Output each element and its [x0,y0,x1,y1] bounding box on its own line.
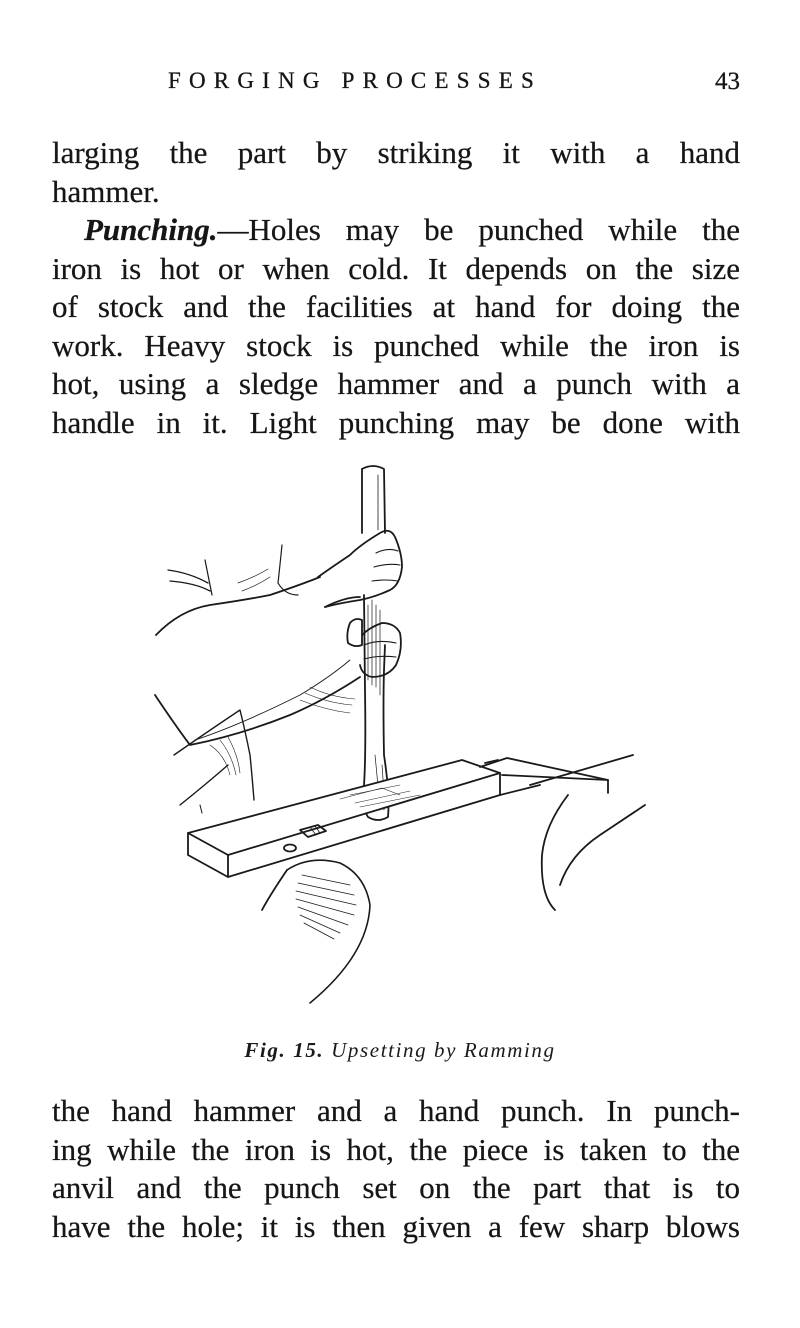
text-line: of stock and the facilities at hand for doing the [52,289,740,324]
page-number: 43 [715,68,740,95]
text-line: iron is hot or when cold. It depends on the size [52,250,740,286]
text-line: hammer. [52,173,160,209]
text-line: hot, using a sledge hammer and a punch with a [52,366,740,401]
text-line: have the hole; it is then given a few sharp blows [52,1208,740,1244]
running-title: FORGING PROCESSES [168,68,542,93]
paragraph-first-line [52,211,740,250]
text-line: anvil and the punch set on the part that is to [52,1170,740,1205]
text-line: handle in it. Light punching may be done with [52,404,740,440]
body-text-top [52,134,740,442]
run-in-heading: Punching. [84,212,218,247]
arms-and-shirt [155,545,360,813]
figure-label: Fig. 15. [244,1038,325,1062]
lower-hand [347,619,401,677]
rammer-anvil-drawing [150,455,650,1030]
text-line: ing while the iron is hot, the piece is taken to the [52,1131,740,1167]
figure-illustration [150,455,650,1030]
upper-hand [318,531,402,607]
rammer-handle [362,466,389,820]
text-line: larging the part by striking it with a hand [52,135,740,170]
body-text-bottom [52,1092,740,1246]
anvil [262,755,645,1003]
figure-title: Upsetting by Ramming [331,1038,556,1062]
text-fragment: —Holes may be punched while the [217,212,740,247]
running-head [168,68,740,102]
text-line: the hand hammer and a hand punch. In punch- [52,1093,740,1128]
figure-caption [0,1038,800,1063]
round-hole [284,845,296,852]
text-line: work. Heavy stock is punched while the iron is [52,327,740,363]
bar-stock [188,758,608,877]
